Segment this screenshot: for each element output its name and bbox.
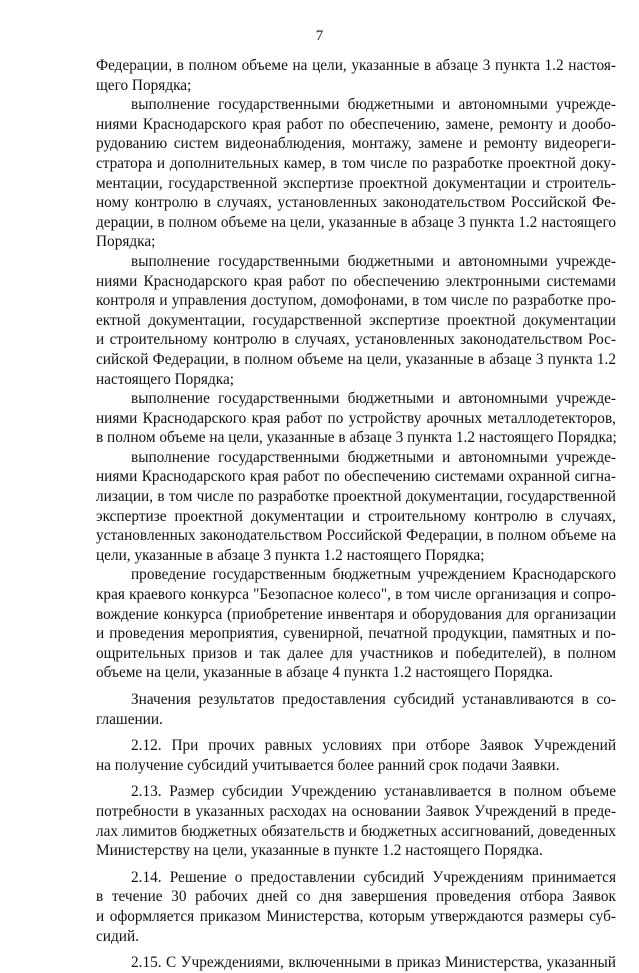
text-line: Значения результатов предоставления субсидий устанавливаются в со- xyxy=(131,691,616,708)
text-line: и проведения мероприятия, сувенирной, печатной продукции, памятных и по- xyxy=(96,625,616,643)
text-line: потребности в указанных расходах на основании Заявок Учреждений в преде- xyxy=(96,802,616,820)
text-line: щего Порядка; xyxy=(96,76,192,94)
text-line: выполнение государственными бюджетными и автономными учрежде- xyxy=(131,390,616,408)
text-line: установленных законодательством Российской Федерации, в полном объеме на xyxy=(96,527,616,545)
paragraph xyxy=(96,868,616,946)
text-line: в течение 30 рабочих дней со дня завершения проведения отбора Заявок xyxy=(96,888,616,906)
paragraph xyxy=(96,56,616,95)
text-line: дерации, в полном объеме на цели, указанные в абзаце 3 пункта 1.2 настоящего xyxy=(96,213,616,231)
text-line: на получение субсидий учитывается более ранний срок подачи Заявки. xyxy=(96,756,560,774)
text-line: ниями Краснодарского края работ по обеспечению электронными системами xyxy=(96,272,616,290)
page-number: 7 xyxy=(315,28,324,44)
text-line: ектной документации, государственной экспертизе проектной документации xyxy=(96,311,616,329)
paragraph xyxy=(96,782,616,860)
text-line: проведение государственным бюджетным учреждением Краснодарского xyxy=(131,566,616,584)
text-line: рудованию систем видеонаблюдения, монтажу, замене и ремонту видеореги- xyxy=(96,135,616,153)
text-line: края краевого конкурса "Безопасное колесо", в том числе организация и сопро- xyxy=(96,586,616,604)
paragraph xyxy=(96,252,616,389)
text-line: ниями Краснодарского края работ по устройству арочных металлодетекторов, xyxy=(96,409,616,427)
text-line: вождение конкурса (приобретение инвентаря и оборудования для организации xyxy=(96,605,616,623)
text-line: 2.15. С Учреждениями, включенными в приказ Министерства, указанный xyxy=(131,954,616,972)
paragraph xyxy=(96,95,616,252)
text-line: ному контролю в случаях, установленных законодательством Российской Фе- xyxy=(96,194,616,212)
paragraph xyxy=(96,953,616,973)
text-line: экспертизе проектной документации и строительному контролю в случаях, xyxy=(96,507,616,525)
document-body xyxy=(96,56,616,973)
text-line: ощрительных призов и так далее для участников и победителей), в полном xyxy=(96,644,616,662)
text-line: 2.14. Решение о предоставлении субсидий Учреждениям принимается xyxy=(131,868,616,886)
paragraph xyxy=(96,565,616,683)
text-line: выполнение государственными бюджетными и автономными учрежде- xyxy=(131,96,616,114)
text-line: сийской Федерации, в полном объеме на цели, указанные в абзаце 3 пункта 1.2 xyxy=(96,350,616,368)
text-line: объеме на цели, указанные в абзаце 4 пункта 1.2 настоящего Порядка. xyxy=(96,664,553,682)
text-line: выполнение государственными бюджетными и автономными учрежде- xyxy=(131,252,616,270)
text-line: лизации, в том числе по разработке проектной документации, государственной xyxy=(96,488,616,506)
text-line: ниями Краснодарского края работ по обеспечению системами охранной сигна- xyxy=(96,468,616,486)
paragraph xyxy=(96,690,616,729)
text-line: Федерации, в полном объеме на цели, указанные в абзаце 3 пункта 1.2 настоя- xyxy=(96,57,616,74)
paragraph xyxy=(96,736,616,775)
text-line: в полном объеме на цели, указанные в абзаце 3 пункта 1.2 настоящего Порядка; xyxy=(96,429,617,447)
text-line: стратора и дополнительных камер, в том числе по разработке проектной доку- xyxy=(96,154,616,172)
text-line: выполнение государственными бюджетными и автономными учрежде- xyxy=(131,448,616,466)
text-line: и оформляется приказом Министерства, которым утверждаются размеры суб- xyxy=(96,907,616,925)
paragraph xyxy=(96,389,616,448)
text-line: Порядка; xyxy=(96,233,156,251)
text-line: глашении. xyxy=(96,710,163,728)
text-line: Министерству на цели, указанные в пункте 1.2 настоящего Порядка. xyxy=(96,842,543,860)
text-line: ментации, государственной экспертизе проектной документации и строитель- xyxy=(96,174,616,192)
text-line: сидий. xyxy=(96,927,139,945)
text-line: лах лимитов бюджетных обязательств и бюджетных ассигнований, доведенных xyxy=(96,822,616,840)
text-line: и строительному контролю в случаях, установленных законодательством Рос- xyxy=(96,331,616,349)
text-line: цели, указанные в абзаце 3 пункта 1.2 настоящего Порядка; xyxy=(96,546,485,564)
paragraph xyxy=(96,448,616,566)
text-line: 2.13. Размер субсидии Учреждению устанавливается в полном объеме xyxy=(131,783,616,801)
text-line: настоящего Порядка; xyxy=(96,370,234,388)
text-line: ниями Краснодарского края работ по обеспечению, замене, ремонту и дообо- xyxy=(96,115,616,133)
text-line: контроля и управления доступом, домофонами, в том числе по разработке про- xyxy=(96,292,616,310)
text-line: 2.12. При прочих равных условиях при отборе Заявок Учреждений xyxy=(131,737,616,755)
